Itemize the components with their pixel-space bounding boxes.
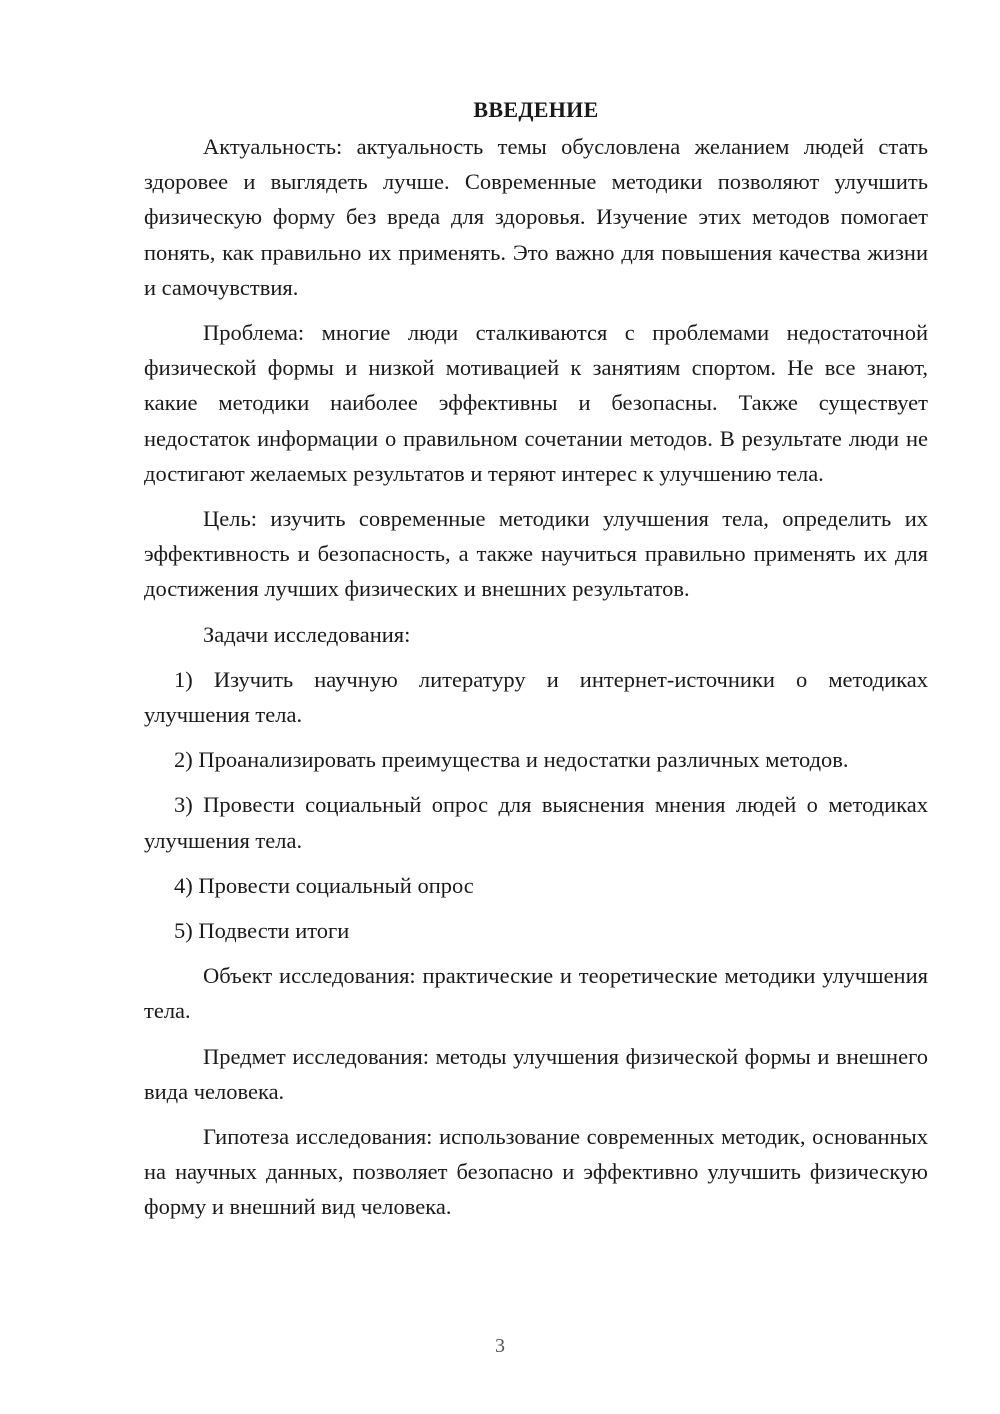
paragraph-problem: Проблема: многие люди сталкиваются с проблемами недостаточной физической формы и низкой мотивацией к занятиям спортом. Не все знают, какие методики наиболее эффективны и безопасны. Также существует недостаток информации о правильном сочетании методов. В результате люди не достигают желаемых результатов и теряют интерес к улучшению тела. — [144, 320, 928, 486]
paragraph-object: Объект исследования: практические и теоретические методики улучшения тела. — [144, 963, 928, 1024]
task-item-3: 3) Провести социальный опрос для выяснения мнения людей о методиках улучшения тела. — [144, 792, 928, 853]
task-item-5: 5) Подвести итоги — [174, 918, 350, 944]
task-item-2: 2) Проанализировать преимущества и недостатки различных методов. — [174, 747, 849, 773]
page-title: ВВЕДЕНИЕ — [473, 97, 599, 122]
tasks-heading: Задачи исследования: — [203, 621, 411, 647]
paragraph-goal: Цель: изучить современные методики улучшения тела, определить их эффективность и безопасность, а также научиться правильно применять их для достижения лучших физических и внешних результатов. — [144, 506, 928, 602]
document-page — [144, 94, 928, 1225]
paragraph-hypothesis: Гипотеза исследования: использование современных методик, основанных на научных данных, позволяет безопасно и эффективно улучшить физическую форму и внешний вид человека. — [144, 1124, 928, 1220]
paragraph-subject: Предмет исследования: методы улучшения физической формы и внешнего вида человека. — [144, 1043, 928, 1104]
task-item-1: 1) Изучить научную литературу и интернет-источники о методиках улучшения тела. — [144, 666, 928, 728]
task-item-4: 4) Провести социальный опрос — [174, 872, 474, 898]
page-number: 3 — [495, 1335, 505, 1357]
paragraph-relevance: Актуальность: актуальность темы обусловлена желанием людей стать здоровее и выглядеть лучше. Современные методики позволяют улучшить физическую форму без вреда для здоровья. Изучение этих методов помогает понять, как правильно их применять. Это важно для повышения качества жизни и самочувствия. — [144, 134, 928, 300]
